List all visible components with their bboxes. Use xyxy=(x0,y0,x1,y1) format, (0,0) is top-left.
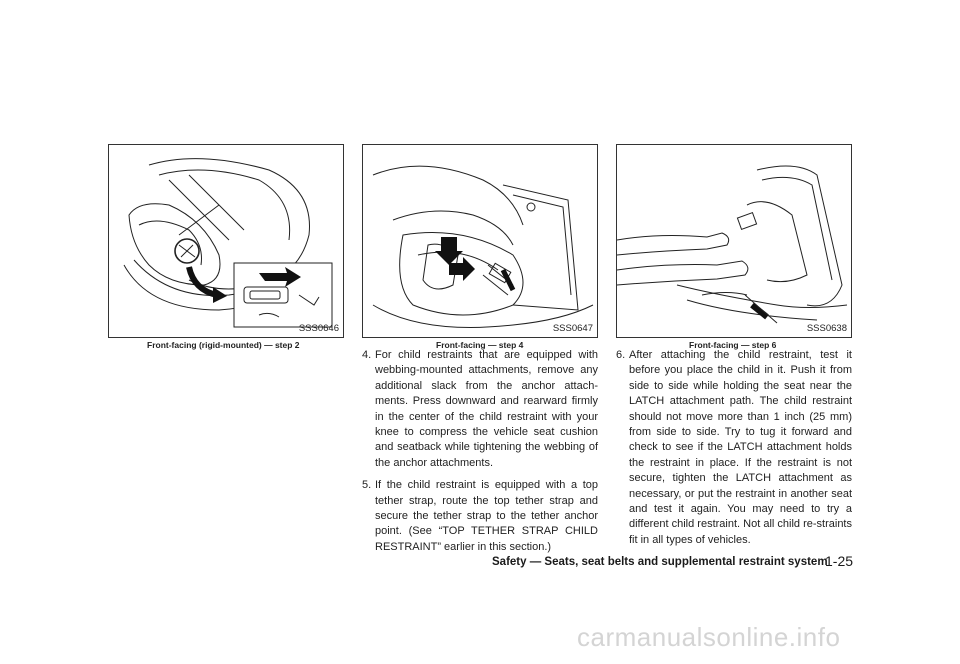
step-number: 5. xyxy=(362,479,372,492)
push-test-illustration xyxy=(617,145,853,339)
step-item-4 xyxy=(362,348,598,471)
step-number: 6. xyxy=(616,349,626,361)
child-seat-rigid-illustration xyxy=(109,145,345,339)
steps-column-middle xyxy=(362,348,598,562)
figure-step-6 xyxy=(616,144,852,338)
step-item-5 xyxy=(362,478,598,555)
figure-code: SSS0647 xyxy=(552,323,593,334)
step-text: For child restraints that are equipped with webbing-mounted attachments, remove any additional slack from the anchor attach-ments. Press downward and rearward firmly in the center of the child restraint with your knee to compress the vehicle seat cushion and seatback while tightening the webbing of the anchor attachments. xyxy=(375,349,598,469)
figure-code: SSS0638 xyxy=(806,323,847,334)
footer-section-title: Safety — Seats, seat belts and supplemental restraint system xyxy=(492,556,828,568)
steps-column-right xyxy=(616,348,852,555)
step-text: After attaching the child restraint, test it before you place the child in it. Push it from side to side while holding the seat near the LATCH attachment path. The child restraint should not move more than 1 inch (25 mm) from side to side. Try to tug it forward and check to see if the LATCH attachment holds the restraint in place. If the restraint is not secure, tighten the LATCH attachment as necessary, or put the restraint in another seat and test it again. You may need to try a different child restraint. Not all child re-straints fit in all types of vehicles. xyxy=(629,349,852,546)
figure-caption: Front-facing — step 4 xyxy=(436,340,524,350)
step-item-6 xyxy=(616,348,852,548)
figure-step-4 xyxy=(362,144,598,338)
watermark: carmanualsonline.info xyxy=(577,622,841,652)
figure-caption: Front-facing — step 6 xyxy=(689,340,777,350)
page-number: 1-25 xyxy=(825,553,854,569)
step-number: 4. xyxy=(362,349,372,361)
figure-step-2 xyxy=(108,144,344,338)
figure-caption: Front-facing (rigid-mounted) — step 2 xyxy=(147,340,300,350)
knee-press-illustration xyxy=(363,145,599,339)
step-text: If the child restraint is equipped with a top tether strap, route the top tether strap and secure the tether strap to the tether anchor point. (See “TOP TETHER STRAP CHILD RESTRAINT” earlier in this section.) xyxy=(375,479,598,553)
figure-code: SSS0646 xyxy=(298,323,339,334)
